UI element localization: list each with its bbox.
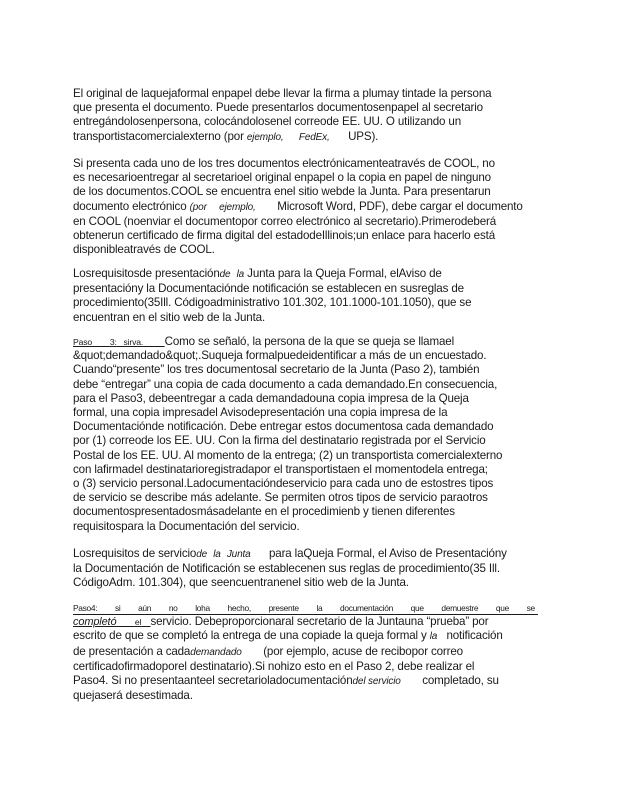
text-line: es necesarioentregar al secretarioel original enpapel o la copia en papel de ninguno <box>73 171 491 185</box>
text-line: de servicio se describe más adelante. Se permiten otros tipos de servicio paraotros <box>73 491 488 505</box>
heading-word: documentación <box>340 603 393 613</box>
paragraph-step-3-serve <box>73 335 543 534</box>
step-heading-spacer <box>143 335 165 348</box>
text-run: notificación <box>446 629 503 643</box>
text-run-italic: la <box>236 269 245 280</box>
text-run: (por ejemplo, acuse de recibopor correo <box>263 644 463 658</box>
text-line: certificadofirmadoporel destinatario).Si nohizo esto en el Paso 2, debe realizar el <box>73 659 475 673</box>
text-run: Losrequisitos de servicio <box>73 547 197 560</box>
step-heading-spacer <box>117 337 124 347</box>
heading-word: Paso4: <box>73 603 98 613</box>
text-run-italic: la <box>213 549 221 560</box>
text-run-italic: (por <box>189 201 207 213</box>
text-line <box>73 645 543 660</box>
text-line <box>73 615 543 629</box>
text-run-italic: Junta <box>226 549 251 560</box>
step-4-heading-underline <box>73 614 538 615</box>
paragraph-step-4-proof-of-service <box>73 601 543 703</box>
text-run-italic: de <box>219 269 231 280</box>
text-line: Documentaciónde notificación. Debe entregar estos documentosa cada demandado <box>73 420 494 434</box>
text-run: Losrequisitosde presentación <box>73 267 220 280</box>
text-line <box>73 629 543 644</box>
text-run: servicio. Debeproporcionaral secretario de la Juntauna “prueba” por <box>150 615 489 629</box>
step-heading-text: Paso <box>73 337 92 347</box>
text-line: encuentran en el sitio web de la Junta. <box>73 310 266 324</box>
text-run: para laQueja Formal, el Aviso de Presentacióny <box>268 547 507 560</box>
heading-word-italic: completó <box>73 616 117 629</box>
heading-word: la <box>316 603 323 613</box>
paragraph-filing-requirements <box>73 267 543 325</box>
text-run-italic: la <box>429 631 438 643</box>
text-line: que presenta el documento. Puede presentarlos documentosenpapel al secretario <box>73 101 483 115</box>
heading-word: loha <box>195 603 210 613</box>
heading-spacer <box>116 615 134 628</box>
text-line <box>73 674 543 689</box>
text-line: Si presenta cada uno de los tres documentos electrónicamenteatravés de COOL, no <box>73 157 495 170</box>
text-run-italic: de <box>196 549 208 560</box>
text-line: CódigoAdm. 101.304), que seencuentranenel sitio web de la Junta. <box>73 576 409 590</box>
text-run-italic: FedEx, <box>298 131 330 143</box>
paragraph-service-requirements <box>73 547 543 591</box>
text-line <box>73 200 543 215</box>
paragraph-electronic-filing <box>73 157 543 257</box>
text-run: completado, su <box>422 674 499 688</box>
paragraph-original-paper-complaint <box>73 87 543 145</box>
text-line: procedimiento(35Ill. Códigoadministrativo 101.302, 101.1000-101.1050), que se <box>73 296 472 310</box>
heading-word: que <box>495 603 509 613</box>
heading-word: no <box>168 603 178 613</box>
text-run: documento electrónico <box>73 199 187 213</box>
heading-word: que <box>410 603 424 613</box>
text-line: la Documentación de Notificación se establecenen sus reglas de procedimiento(35 Ill. <box>73 562 500 576</box>
text-line: debe “entregar” una copia de cada documento a cada demandado.En consecuencia, <box>73 377 498 391</box>
text-run: transportistacomercialexterno (por <box>73 129 244 143</box>
text-run: de presentación a cada <box>73 644 191 658</box>
text-line <box>73 547 543 562</box>
text-line: formal, una copia impresadel Avisodepresentación una copia impresa de la <box>73 406 448 420</box>
heading-word: aún <box>138 603 152 613</box>
text-line: &quot;demandado&quot;.Suqueja formalpuedeidentificar a más de un encuestado. <box>73 349 487 363</box>
text-line: presentacióny la Documentaciónde notificación se establecen en susreglas de <box>73 282 464 296</box>
text-run-italic: del servicio <box>352 676 401 688</box>
text-run: Paso4. Si no presentaanteel secretarioladocumentación <box>73 674 353 688</box>
text-line <box>73 130 543 145</box>
text-line: quejaserá desestimada. <box>73 689 193 703</box>
text-line: por (1) correode los EE. UU. Con la firma del destinatario registrada por el Servicio <box>73 434 486 448</box>
text-run-italic: demandado <box>190 646 242 658</box>
text-line: disponibleatravés de COOL. <box>73 243 215 257</box>
text-run: Como se señaló, la persona de la que se queja se llamael <box>164 335 454 348</box>
text-line: El original de laquejaformal enpapel debe llevar la firma a plumay tintade la persona <box>73 87 492 100</box>
heading-word: el <box>134 617 142 628</box>
text-run: UPS). <box>348 129 379 143</box>
text-run: escrito de que se completó la entrega de una copiade la queja formal y <box>73 629 427 643</box>
text-run-italic: ejemplo, <box>246 131 284 143</box>
text-line: Cuando“presente” los tres documentosal secretario de la Junta (Paso 2), también <box>73 363 480 377</box>
text-line: entregándolosenpersona, colocándolosenel correode EE. UU. O utilizando un <box>73 115 462 129</box>
step-heading-text: sirva. <box>123 337 144 347</box>
step-heading-text: 3: <box>109 337 117 347</box>
text-line: con lafirmadel destinatarioregistradapor el transportistaen el momentodela entrega; <box>73 462 488 476</box>
text-run: Microsoft Word, PDF), debe cargar el documento <box>277 199 523 213</box>
text-line: obtenerun certificado de firma digital del estadodeIllinois;un enlace para hacerlo está <box>73 229 495 243</box>
heading-word: demuestre <box>441 603 479 613</box>
heading-word: si <box>114 603 121 613</box>
text-run-italic: ejemplo, <box>219 201 256 213</box>
text-line: Postal de los EE. UU. Al momento de la entrega; (2) un transportista comercialexterno <box>73 448 503 462</box>
text-line <box>73 335 543 349</box>
text-line <box>73 267 543 282</box>
text-line: en COOL (noenviar el documentopor correo electrónico al secretario).Primerodeberá <box>73 214 497 228</box>
step-heading-spacer <box>92 337 110 347</box>
text-line: o (3) servicio personal.Ladocumentacióndeservicio para cada uno de estostres tipos <box>73 477 494 491</box>
heading-word: hecho, <box>227 603 251 613</box>
text-line: para el Paso3, debeentregar a cada demandadouna copia impresa de la Queja <box>73 391 469 405</box>
heading-word: presente <box>268 603 299 613</box>
text-line: requisitospara la Documentación del servicio. <box>73 519 300 533</box>
text-line: de los documentos.COOL se encuentra enel sitio webde la Junta. Para presentarun <box>73 185 491 199</box>
heading-word: se <box>526 603 535 613</box>
text-run: Junta para la Queja Formal, elAviso de <box>247 267 442 280</box>
text-line: documentospresentadosmásadelante en el procedimienb y tienen diferentes <box>73 505 455 519</box>
